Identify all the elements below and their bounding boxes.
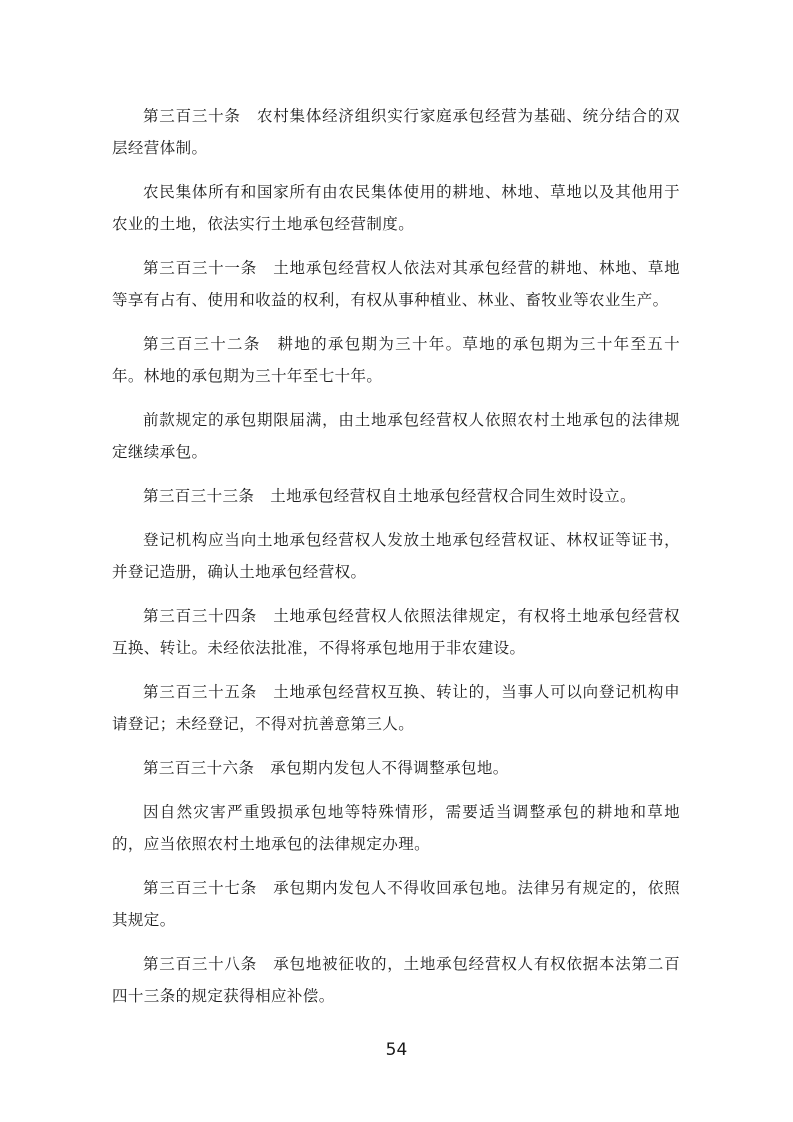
- article-333-paragraph: 第三百三十三条 土地承包经营权自土地承包经营权合同生效时设立。: [143, 487, 636, 505]
- article-335-paragraph: 第三百三十五条 土地承包经营权互换、转让的，当事人可以向登记机构申请登记；未经登记，不得对抗善意第三人。: [112, 683, 680, 733]
- article-330-clause-2-paragraph: 农民集体所有和国家所有由农民集体使用的耕地、林地、草地以及其他用于农业的土地，依法实行土地承包经营制度。: [112, 183, 680, 233]
- article-338-paragraph: 第三百三十八条 承包地被征收的，土地承包经营权人有权依据本法第二百四十三条的规定获得相应补偿。: [112, 955, 680, 1005]
- page-number: 54: [385, 1040, 408, 1060]
- article-336-clause-2-paragraph: 因自然灾害严重毁损承包地等特殊情形，需要适当调整承包的耕地和草地的，应当依照农村土地承包的法律规定办理。: [112, 803, 680, 853]
- article-330-paragraph: 第三百三十条 农村集体经济组织实行家庭承包经营为基础、统分结合的双层经营体制。: [112, 107, 680, 157]
- article-331-paragraph: 第三百三十一条 土地承包经营权人依法对其承包经营的耕地、林地、草地等享有占有、使用和收益的权利，有权从事种植业、林业、畜牧业等农业生产。: [112, 259, 680, 309]
- article-334-paragraph: 第三百三十四条 土地承包经营权人依照法律规定，有权将土地承包经营权互换、转让。未经依法批准，不得将承包地用于非农建设。: [112, 607, 680, 657]
- article-337-paragraph: 第三百三十七条 承包期内发包人不得收回承包地。法律另有规定的，依照其规定。: [112, 879, 680, 929]
- article-333-clause-2-paragraph: 登记机构应当向土地承包经营权人发放土地承包经营权证、林权证等证书，并登记造册，确认土地承包经营权。: [112, 531, 680, 581]
- document-body: [112, 100, 680, 1024]
- article-332-paragraph: 第三百三十二条 耕地的承包期为三十年。草地的承包期为三十年至五十年。林地的承包期为三十年至七十年。: [112, 335, 680, 385]
- article-336-paragraph: 第三百三十六条 承包期内发包人不得调整承包地。: [143, 759, 509, 777]
- article-332-clause-2-paragraph: 前款规定的承包期限届满，由土地承包经营权人依照农村土地承包的法律规定继续承包。: [112, 411, 680, 461]
